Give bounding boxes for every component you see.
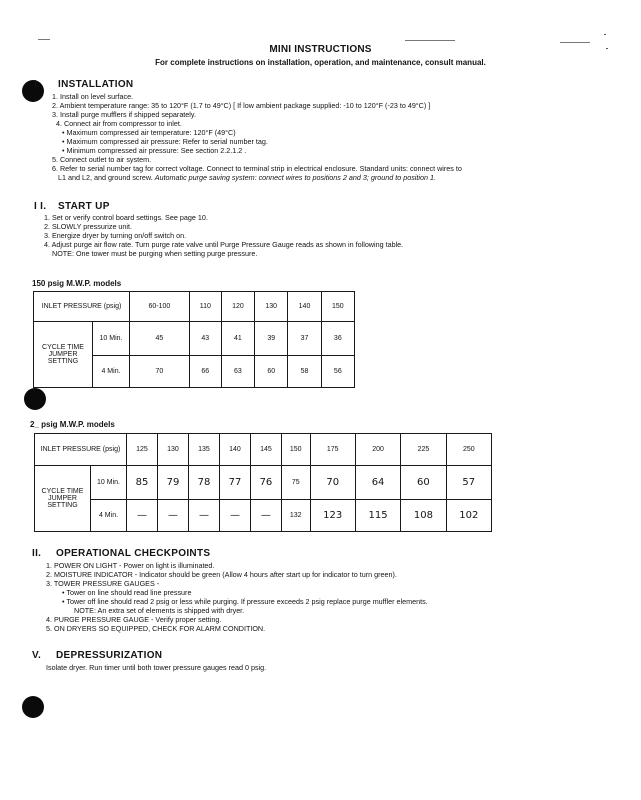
list-item: 1. Set or verify control board settings. See page 10. <box>44 213 208 222</box>
pressure-cell: 135 <box>188 434 219 466</box>
list-item: 3. Energize dryer by turning on/off switch on. <box>44 231 187 240</box>
value-cell: 66 <box>189 356 221 388</box>
inlet-pressure-header: INLET PRESSURE (psig) <box>35 434 127 466</box>
pressure-cell: 130 <box>255 292 288 322</box>
scan-speck <box>560 42 590 43</box>
value-cell: 76 <box>250 466 281 500</box>
scan-speck <box>405 40 455 41</box>
setting-cell: 4 Min. <box>93 356 130 388</box>
installation-heading: I. INSTALLATION <box>34 79 134 90</box>
pressure-cell: 150 <box>321 292 354 322</box>
pressure-cell: 145 <box>250 434 281 466</box>
value-cell: 63 <box>221 356 254 388</box>
list-item: 5. Connect outlet to air system. <box>52 155 152 164</box>
setting-cell: 4 Min. <box>91 500 127 532</box>
table-250-label: 2_ psig M.W.P. models <box>30 420 115 429</box>
value-cell: 79 <box>157 466 188 500</box>
value-cell: 108 <box>401 500 446 532</box>
depressurization-text: Isolate dryer. Run timer until both tower pressure gauges read 0 psig. <box>46 663 267 672</box>
installation-steps <box>52 92 462 182</box>
pressure-cell: 110 <box>189 292 221 322</box>
pressure-cell: 140 <box>288 292 321 322</box>
list-item: • Tower on line should read line pressure <box>62 588 192 597</box>
inlet-pressure-header: INLET PRESSURE (psig) <box>34 292 130 322</box>
list-item: L1 and L2, and ground screw. Automatic purge saving system: connect wires to positions 2 and 3; ground to position 1. <box>58 173 436 182</box>
pressure-cell: 175 <box>310 434 355 466</box>
value-cell: — <box>127 500 158 532</box>
value-cell: 41 <box>221 322 254 356</box>
setting-cell: 10 Min. <box>93 322 130 356</box>
start-up-heading: I I. START UP <box>34 201 110 212</box>
value-cell: 60 <box>255 356 288 388</box>
table-250 <box>34 433 492 532</box>
pressure-cell: 150 <box>281 434 310 466</box>
value-cell: 60 <box>401 466 446 500</box>
value-cell: 57 <box>446 466 491 500</box>
start-up-steps <box>44 213 403 258</box>
pressure-cell: 60-100 <box>130 292 190 322</box>
value-cell: 123 <box>310 500 355 532</box>
value-cell: 43 <box>189 322 221 356</box>
punch-hole <box>22 696 44 718</box>
checkpoints-heading: II. OPERATIONAL CHECKPOINTS <box>32 548 211 559</box>
value-cell: 37 <box>288 322 321 356</box>
pressure-cell: 225 <box>401 434 446 466</box>
list-item: 2. SLOWLY pressurize unit. <box>44 222 133 231</box>
auto-purge-note: Automatic purge saving system: connect wires to positions 2 and 3; ground to position 1. <box>154 173 436 182</box>
value-cell: 58 <box>288 356 321 388</box>
scan-speck <box>604 34 606 35</box>
punch-hole <box>24 388 46 410</box>
value-cell: — <box>250 500 281 532</box>
value-cell: 78 <box>188 466 219 500</box>
value-cell: 36 <box>321 322 354 356</box>
list-item: NOTE: One tower must be purging when setting purge pressure. <box>52 249 258 258</box>
checkpoint-steps <box>46 561 428 633</box>
value-cell: 56 <box>321 356 354 388</box>
table-150 <box>33 291 355 388</box>
value-cell: 102 <box>446 500 491 532</box>
list-item: 4. Connect air from compressor to inlet. <box>56 119 182 128</box>
list-item: 5. ON DRYERS SO EQUIPPED, CHECK FOR ALARM CONDITION. <box>46 624 266 633</box>
pressure-cell: 250 <box>446 434 491 466</box>
value-cell: 70 <box>130 356 190 388</box>
list-item: NOTE: An extra set of elements is shipped with dryer. <box>74 606 245 615</box>
page-title: MINI INSTRUCTIONS <box>269 44 372 55</box>
pressure-cell: 200 <box>355 434 400 466</box>
value-cell: 75 <box>281 466 310 500</box>
pressure-cell: 120 <box>221 292 254 322</box>
value-cell: — <box>157 500 188 532</box>
list-item: 1. POWER ON LIGHT - Power on light is illuminated. <box>46 561 215 570</box>
list-item: 2. MOISTURE INDICATOR - Indicator should be green (Allow 4 hours after start up for indicator to turn green). <box>46 570 397 579</box>
list-item: 4. Adjust purge air flow rate. Turn purge rate valve until Purge Pressure Gauge reads as shown in following table. <box>44 240 404 249</box>
value-cell: — <box>188 500 219 532</box>
list-item: 6. Refer to serial number tag for correct voltage. Connect to terminal strip in electrical enclosure. Standard units: connect wires to <box>52 164 462 173</box>
cycle-time-header: CYCLE TIME JUMPER SETTING <box>34 322 93 388</box>
pressure-cell: 140 <box>219 434 250 466</box>
list-item: 4. PURGE PRESSURE GAUGE - Verify proper setting. <box>46 615 222 624</box>
value-cell: 64 <box>355 466 400 500</box>
list-item: 1. Install on level surface. <box>52 92 134 101</box>
list-item: • Tower off line should read 2 psig or less while purging. If pressure exceeds 2 psig replace purge muffler elements. <box>62 597 428 606</box>
setting-cell: 10 Min. <box>91 466 127 500</box>
scan-speck <box>38 39 50 40</box>
cycle-time-header: CYCLE TIME JUMPER SETTING <box>35 466 91 532</box>
list-item: 2. Ambient temperature range: 35 to 120°F (1.7 to 49°C) [ If low ambient package supplied: -10 to 120°F (-23 to 49°C) ] <box>52 101 431 110</box>
value-cell: 115 <box>355 500 400 532</box>
pressure-cell: 125 <box>127 434 158 466</box>
value-cell: 85 <box>127 466 158 500</box>
value-cell: 45 <box>130 322 190 356</box>
list-item: • Maximum compressed air pressure: Refer to serial number tag. <box>62 137 268 146</box>
scan-speck <box>606 48 608 49</box>
value-cell: 77 <box>219 466 250 500</box>
value-cell: — <box>219 500 250 532</box>
pressure-cell: 130 <box>157 434 188 466</box>
list-item: 3. TOWER PRESSURE GAUGES - <box>46 579 160 588</box>
page-subtitle: For complete instructions on installation, operation, and maintenance, consult manual. <box>155 58 486 67</box>
table-150-label: 150 psig M.W.P. models <box>32 279 122 288</box>
list-item: • Maximum compressed air temperature: 120°F (49°C) <box>62 128 236 137</box>
value-cell: 70 <box>310 466 355 500</box>
list-item: 3. Install purge mufflers if shipped separately. <box>52 110 196 119</box>
value-cell: 132 <box>281 500 310 532</box>
value-cell: 39 <box>255 322 288 356</box>
list-item: • Minimum compressed air pressure: See section 2.2.1.2 . <box>62 146 247 155</box>
depressurization-heading: V. DEPRESSURIZATION <box>32 650 163 661</box>
